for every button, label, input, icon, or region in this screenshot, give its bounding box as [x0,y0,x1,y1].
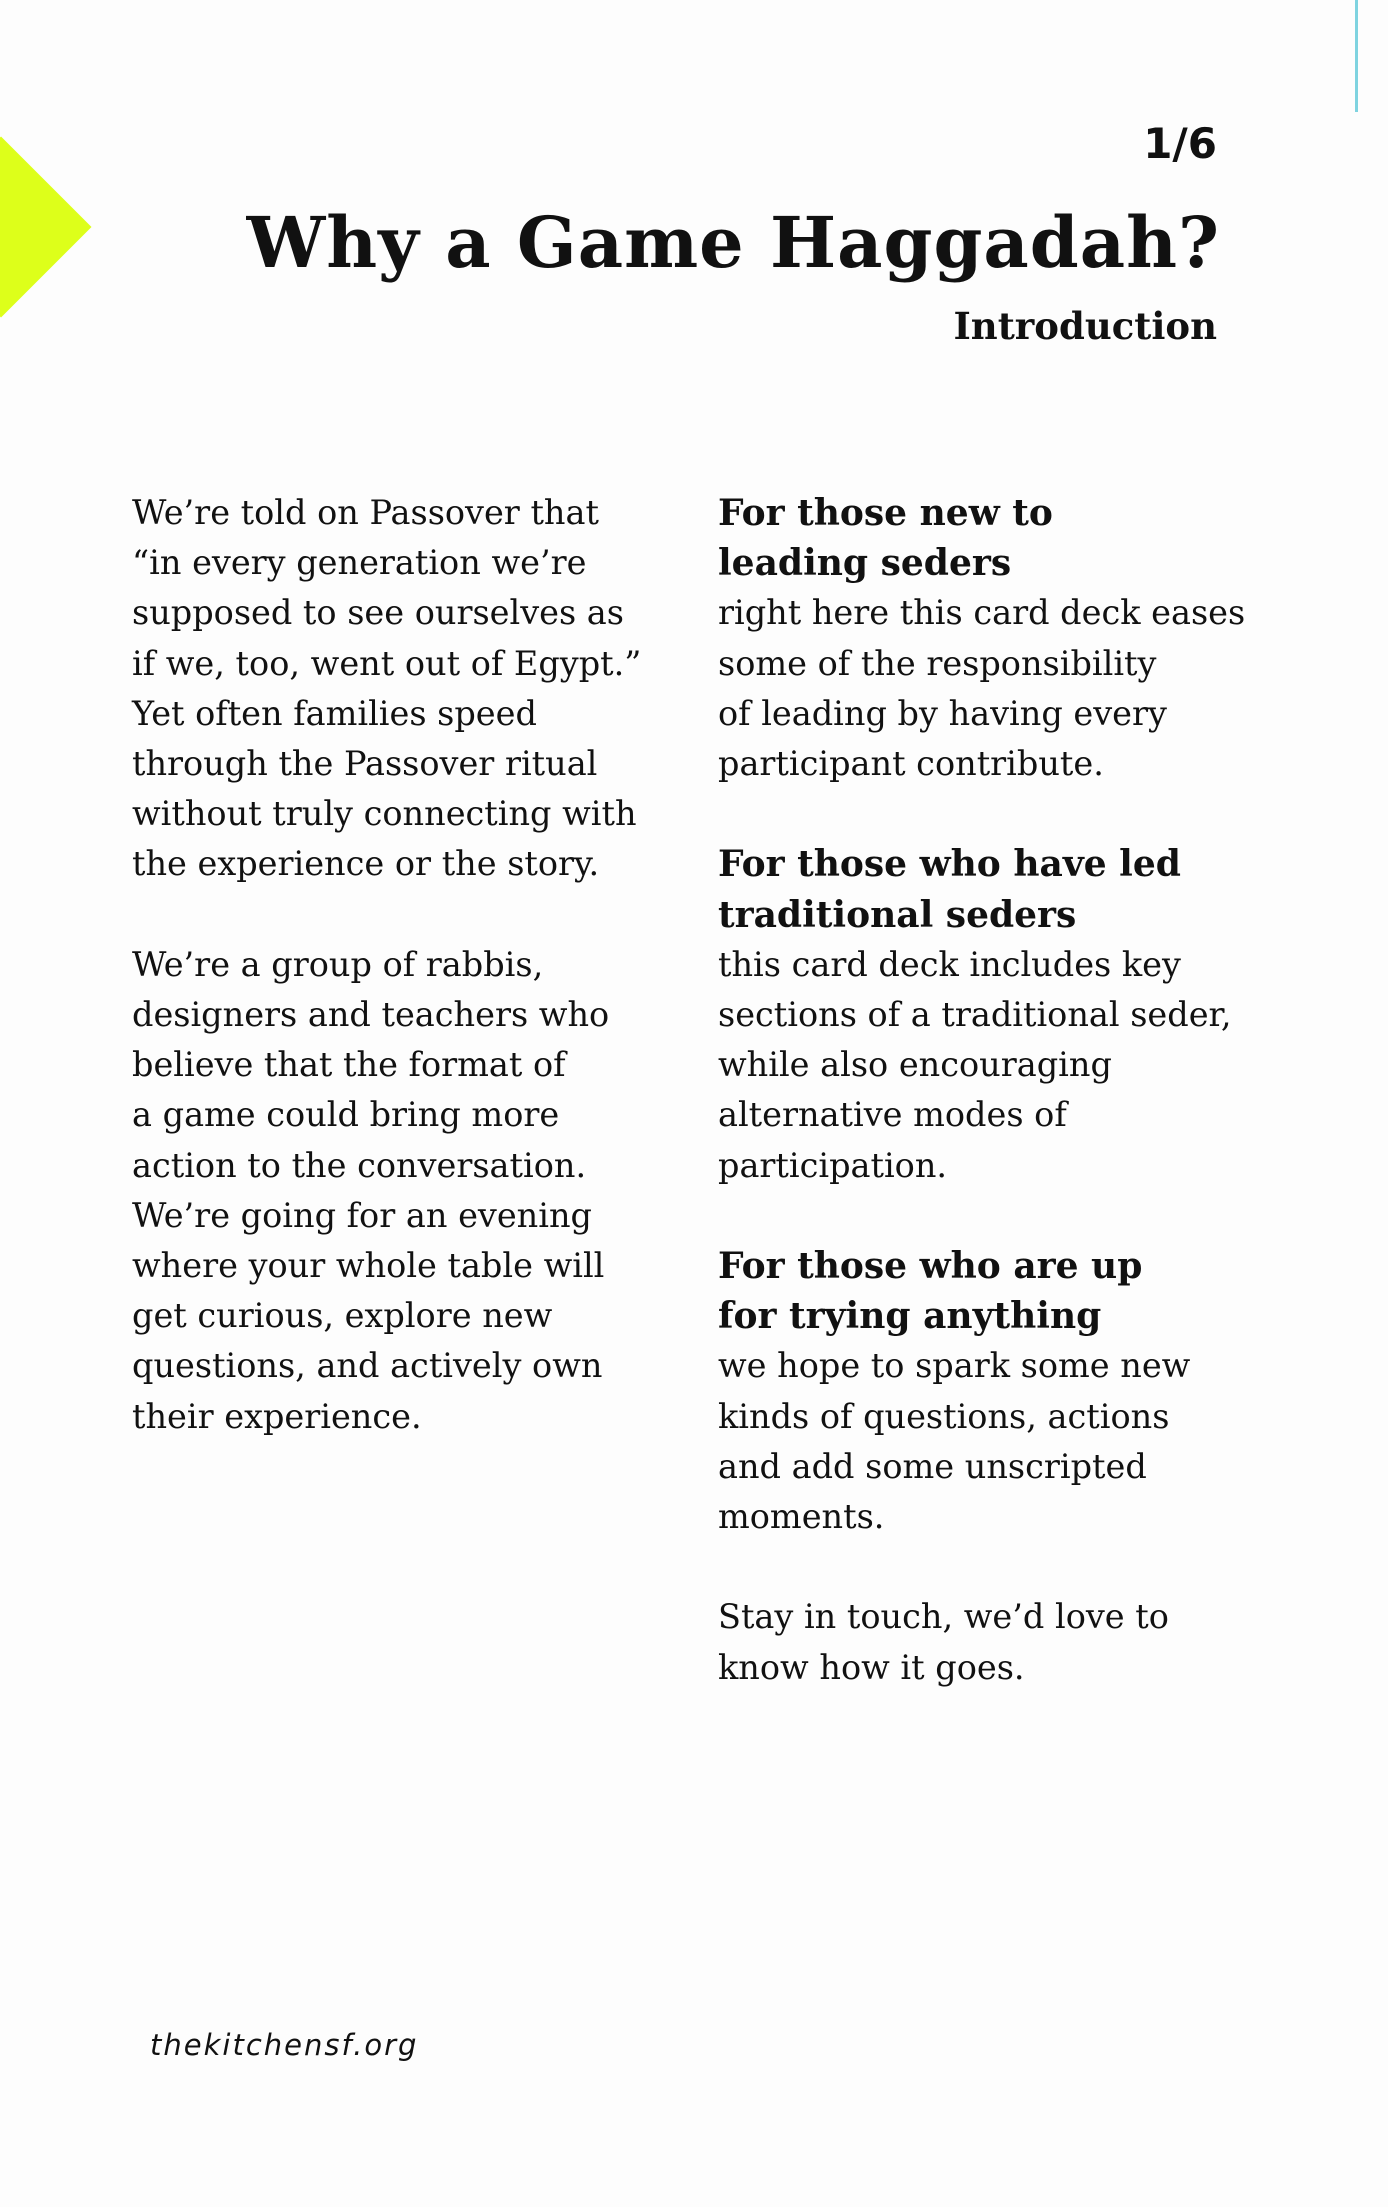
about-paragraph: We’re a group of rabbis, designers and teachers who believe that the format of a game could bring more action to the conversation. We’re going for an evening where your whole table will get curious, explore new questions, and actively own their experience. [132,944,610,1436]
section-new-leaders [718,488,1338,789]
section-traditional-leaders [718,839,1338,1190]
section-heading: For those who have led traditional seders [718,843,1181,936]
page-subtitle: Introduction [953,304,1217,348]
closing-paragraph: Stay in touch, we’d love to know how it goes. [718,1597,1169,1687]
section-body: right here this card deck eases some of the responsibility of leading by having every participant contribute. [718,593,1246,784]
footer-website: thekitchensf.org [150,2028,419,2062]
right-column [718,488,1338,1743]
page-number: 1/6 [1143,119,1217,168]
left-column [132,488,677,1492]
section-heading: For those who are up for trying anything [718,1245,1143,1338]
section-heading: For those new to leading seders [718,492,1053,585]
accent-diamond-shape [0,136,92,317]
section-try-anything [718,1241,1338,1542]
intro-paragraph: We’re told on Passover that “in every generation we’re supposed to see ourselves as if we, too, went out of Egypt.” Yet often families speed through the Passover ritual without truly connecting with the experience or the story. [132,493,642,884]
section-body: we hope to spark some new kinds of questions, actions and add some unscripted moments. [718,1346,1191,1537]
page-edge-line [1355,0,1358,112]
page-title: Why a Game Haggadah? [246,201,1220,284]
section-body: this card deck includes key sections of a traditional seder, while also encouraging alternative modes of participation. [718,944,1232,1185]
